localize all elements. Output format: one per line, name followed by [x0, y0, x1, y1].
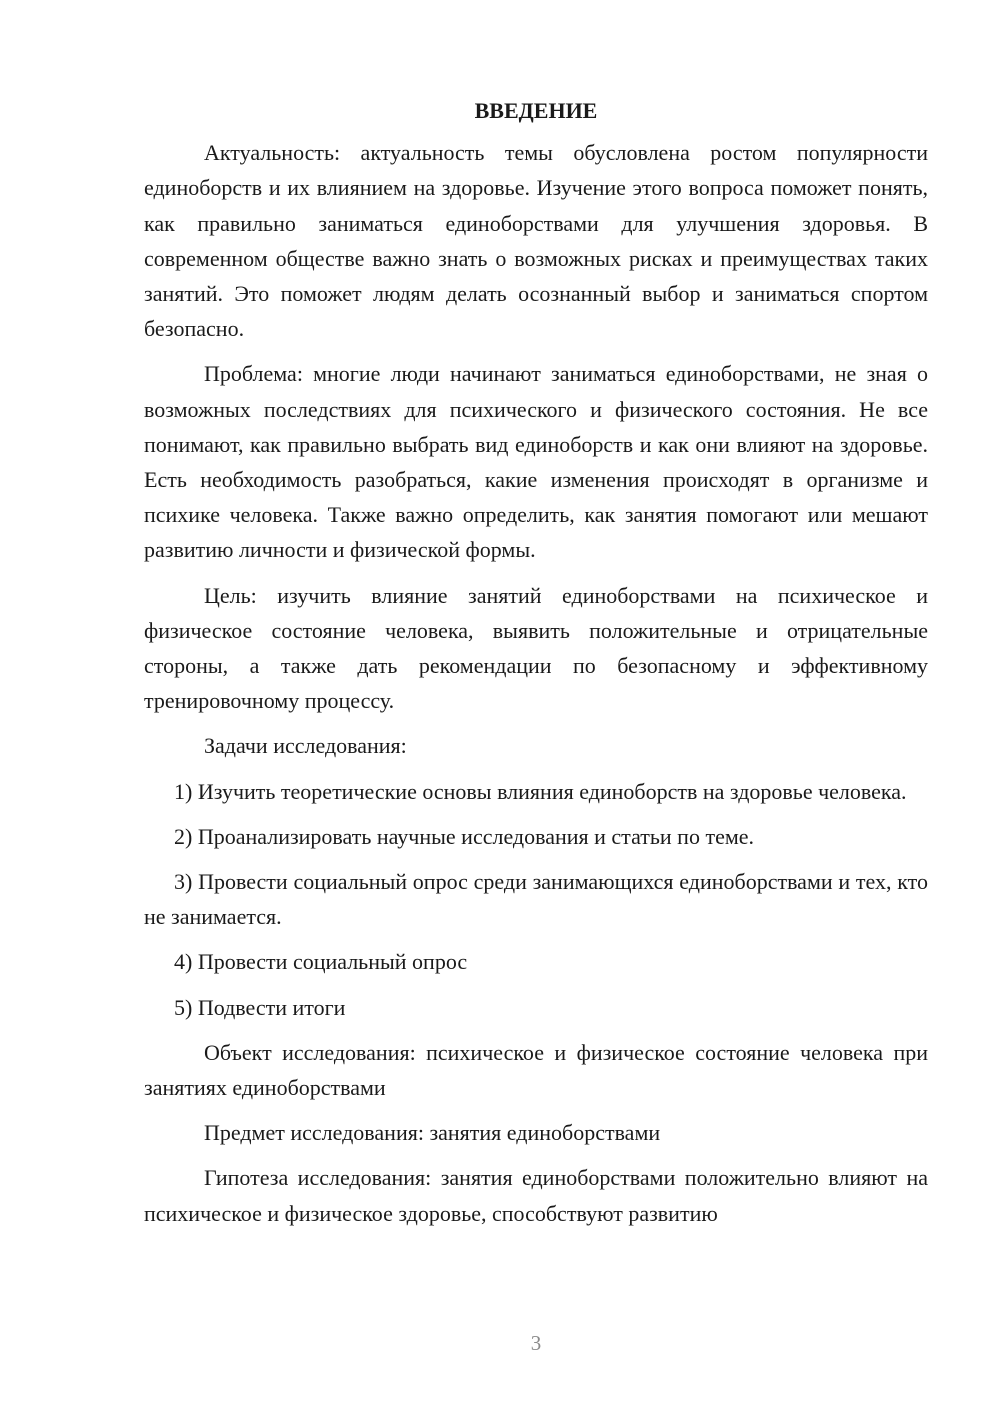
task-item: 4) Провести социальный опрос — [174, 949, 468, 975]
paragraph-problem: Проблема: многие люди начинают заниматься единоборствами, не зная о возможных последствиях для психического и физического состояния. Не все понимают, как правильно выбрать вид единоборств и как они влияют на здоровье. Есть необходимость разобраться, какие изменения происходят в организме и психике человека. Также важно определить, как занятия помогают или мешают развитию личности и физической формы. — [144, 361, 928, 563]
section-title: ВВЕДЕНИЕ — [474, 98, 598, 123]
task-item: 3) Провести социальный опрос среди занимающихся единоборствами и тех, кто не занимается. — [144, 869, 928, 930]
paragraph-hypothesis: Гипотеза исследования: занятия единоборствами положительно влияют на психическое и физическое здоровье, способствуют развитию — [144, 1165, 928, 1226]
paragraph-object: Объект исследования: психическое и физическое состояние человека при занятиях единоборствами — [144, 1039, 928, 1101]
paragraph-tasks-heading: Задачи исследования: — [204, 733, 407, 759]
paragraph-subject: Предмет исследования: занятия единоборствами — [204, 1120, 661, 1146]
page-number: 3 — [530, 1331, 542, 1355]
task-item: 1) Изучить теоретические основы влияния единоборств на здоровье человека. — [174, 778, 907, 804]
paragraph-relevance: Актуальность: актуальность темы обусловлена ростом популярности единоборств и их влиянием на здоровье. Изучение этого вопроса поможет понять, как правильно заниматься единоборствами для улучшения здоровья. В современном обществе важно знать о возможных рисках и преимуществах таких занятий. Это поможет людям делать осознанный выбор и заниматься спортом безопасно. — [144, 140, 928, 342]
page-content — [144, 93, 928, 1241]
task-item: 5) Подвести итоги — [174, 994, 346, 1020]
task-item: 2) Проанализировать научные исследования и статьи по теме. — [174, 823, 755, 849]
paragraph-goal: Цель: изучить влияние занятий единоборствами на психическое и физическое состояние человека, выявить положительные и отрицательные стороны, а также дать рекомендации по безопасному и эффективному тренировочному процессу. — [144, 582, 928, 714]
